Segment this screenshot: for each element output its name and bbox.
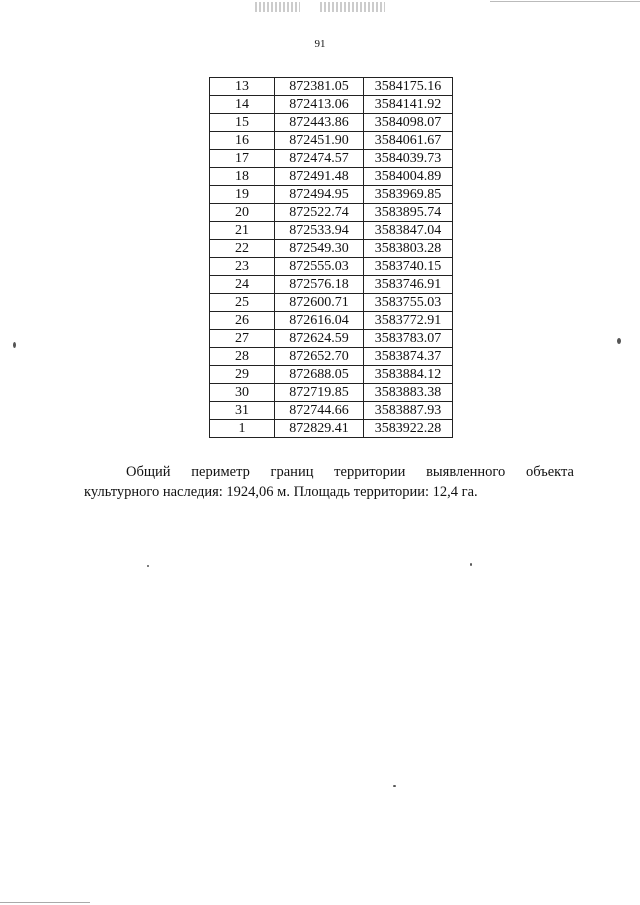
scan-speck	[147, 565, 149, 567]
x-coordinate-cell: 872576.18	[275, 276, 364, 294]
point-number-cell: 17	[210, 150, 275, 168]
x-coordinate-cell: 872381.05	[275, 78, 364, 96]
y-coordinate-cell: 3583895.74	[364, 204, 453, 222]
table-row	[210, 366, 453, 384]
summary-line-2: культурного наследия: 1924,06 м. Площадь территории: 12,4 га.	[84, 484, 478, 500]
scan-edge-line	[490, 1, 640, 2]
y-coordinate-cell: 3584141.92	[364, 96, 453, 114]
x-coordinate-cell: 872443.86	[275, 114, 364, 132]
x-coordinate-cell: 872744.66	[275, 402, 364, 420]
x-coordinate-cell: 872474.57	[275, 150, 364, 168]
summary-word: границ	[270, 464, 314, 480]
point-number-cell: 19	[210, 186, 275, 204]
summary-word: территории	[334, 464, 406, 480]
y-coordinate-cell: 3583883.38	[364, 384, 453, 402]
x-coordinate-cell: 872549.30	[275, 240, 364, 258]
table-row	[210, 258, 453, 276]
scan-speck	[393, 785, 396, 787]
point-number-cell: 14	[210, 96, 275, 114]
scan-speck	[13, 342, 16, 348]
table-row	[210, 384, 453, 402]
y-coordinate-cell: 3583884.12	[364, 366, 453, 384]
y-coordinate-cell: 3584004.89	[364, 168, 453, 186]
page-number: 91	[314, 38, 326, 50]
table-row	[210, 420, 453, 438]
coordinates-table-body	[210, 78, 453, 438]
x-coordinate-cell: 872688.05	[275, 366, 364, 384]
summary-word: объекта	[525, 464, 574, 480]
x-coordinate-cell: 872533.94	[275, 222, 364, 240]
x-coordinate-cell: 872413.06	[275, 96, 364, 114]
y-coordinate-cell: 3584098.07	[364, 114, 453, 132]
y-coordinate-cell: 3583746.91	[364, 276, 453, 294]
table-row	[210, 186, 453, 204]
x-coordinate-cell: 872652.70	[275, 348, 364, 366]
point-number-cell: 13	[210, 78, 275, 96]
table-row	[210, 96, 453, 114]
y-coordinate-cell: 3584175.16	[364, 78, 453, 96]
point-number-cell: 24	[210, 276, 275, 294]
x-coordinate-cell: 872494.95	[275, 186, 364, 204]
summary-word: периметр	[191, 464, 250, 480]
table-row	[210, 294, 453, 312]
table-row	[210, 222, 453, 240]
point-number-cell: 15	[210, 114, 275, 132]
point-number-cell: 31	[210, 402, 275, 420]
point-number-cell: 29	[210, 366, 275, 384]
scan-edge-line	[0, 902, 90, 903]
point-number-cell: 16	[210, 132, 275, 150]
summary-paragraph	[84, 463, 574, 502]
point-number-cell: 20	[210, 204, 275, 222]
y-coordinate-cell: 3583887.93	[364, 402, 453, 420]
summary-line-1	[84, 463, 574, 482]
summary-word: выявленного	[426, 464, 506, 480]
x-coordinate-cell: 872555.03	[275, 258, 364, 276]
table-row	[210, 348, 453, 366]
table-row	[210, 168, 453, 186]
y-coordinate-cell: 3584039.73	[364, 150, 453, 168]
y-coordinate-cell: 3583847.04	[364, 222, 453, 240]
y-coordinate-cell: 3583922.28	[364, 420, 453, 438]
x-coordinate-cell: 872491.48	[275, 168, 364, 186]
point-number-cell: 23	[210, 258, 275, 276]
table-row	[210, 402, 453, 420]
point-number-cell: 22	[210, 240, 275, 258]
y-coordinate-cell: 3583772.91	[364, 312, 453, 330]
point-number-cell: 26	[210, 312, 275, 330]
point-number-cell: 25	[210, 294, 275, 312]
summary-word: Общий	[126, 464, 171, 480]
y-coordinate-cell: 3583803.28	[364, 240, 453, 258]
y-coordinate-cell: 3583740.15	[364, 258, 453, 276]
x-coordinate-cell: 872522.74	[275, 204, 364, 222]
table-row	[210, 276, 453, 294]
table-row	[210, 132, 453, 150]
table-row	[210, 240, 453, 258]
table-row	[210, 312, 453, 330]
y-coordinate-cell: 3583755.03	[364, 294, 453, 312]
table-row	[210, 114, 453, 132]
y-coordinate-cell: 3583969.85	[364, 186, 453, 204]
scan-speck	[617, 338, 621, 344]
y-coordinate-cell: 3583783.07	[364, 330, 453, 348]
y-coordinate-cell: 3584061.67	[364, 132, 453, 150]
scan-artifact	[320, 2, 385, 12]
scan-artifact	[255, 2, 300, 12]
x-coordinate-cell: 872624.59	[275, 330, 364, 348]
coordinates-table	[209, 77, 453, 438]
point-number-cell: 1	[210, 420, 275, 438]
point-number-cell: 18	[210, 168, 275, 186]
x-coordinate-cell: 872719.85	[275, 384, 364, 402]
table-row	[210, 150, 453, 168]
x-coordinate-cell: 872829.41	[275, 420, 364, 438]
table-row	[210, 78, 453, 96]
point-number-cell: 30	[210, 384, 275, 402]
table-row	[210, 204, 453, 222]
y-coordinate-cell: 3583874.37	[364, 348, 453, 366]
scan-speck	[470, 563, 472, 566]
x-coordinate-cell: 872451.90	[275, 132, 364, 150]
table-row	[210, 330, 453, 348]
x-coordinate-cell: 872600.71	[275, 294, 364, 312]
point-number-cell: 27	[210, 330, 275, 348]
point-number-cell: 21	[210, 222, 275, 240]
x-coordinate-cell: 872616.04	[275, 312, 364, 330]
point-number-cell: 28	[210, 348, 275, 366]
